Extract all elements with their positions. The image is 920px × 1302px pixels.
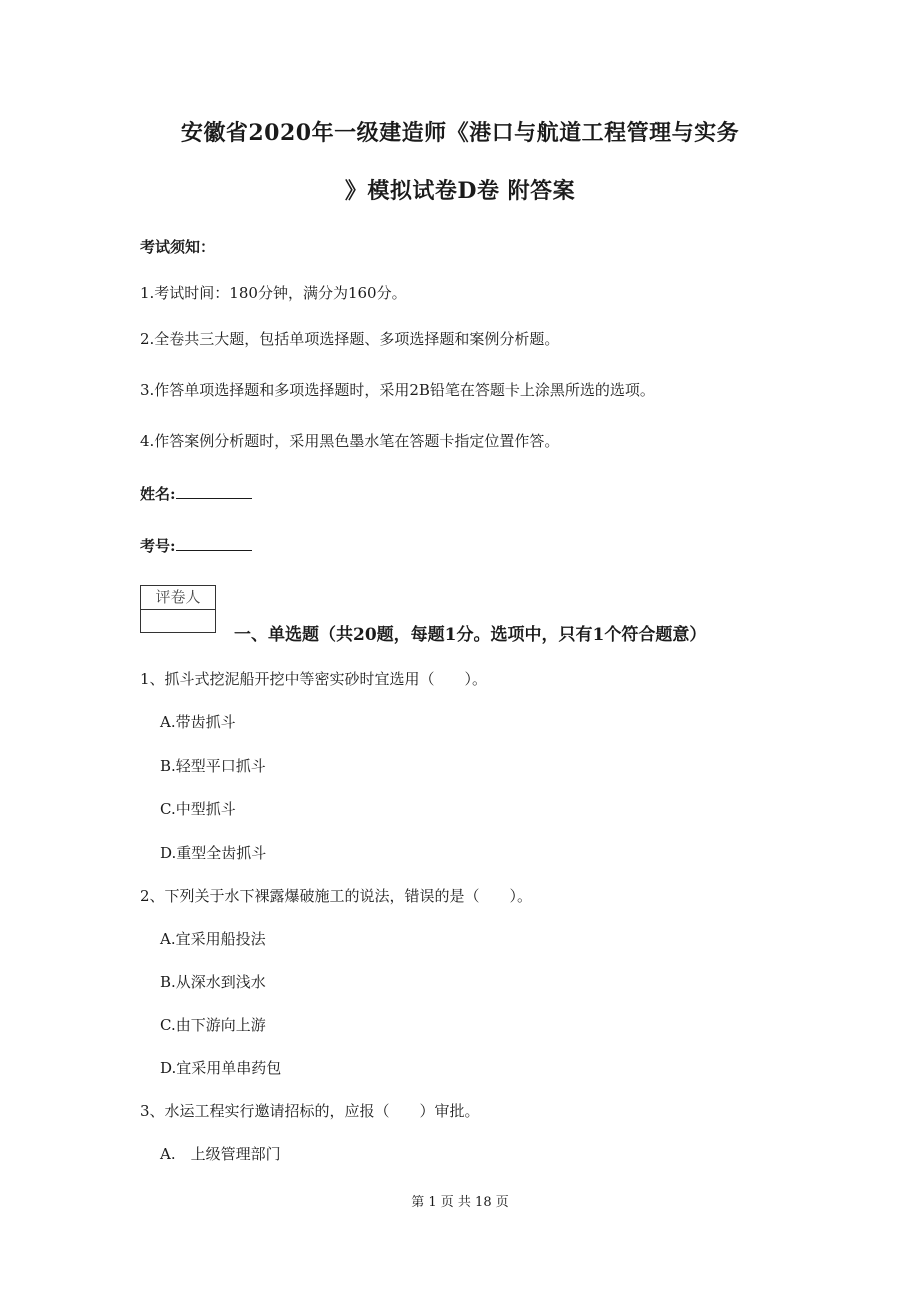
name-field [140, 483, 252, 504]
name-label: 姓名: [140, 485, 176, 503]
question-2-option-d: D.宜采用单串药包 [160, 1059, 282, 1077]
notice-item-4: 4.作答案例分析题时，采用黑色墨水笔在答题卡指定位置作答。 [140, 432, 560, 450]
question-2-option-a: A.宜采用船投法 [160, 930, 266, 948]
question-1-option-b: B.轻型平口抓斗 [160, 757, 266, 775]
exam-number-label: 考号: [140, 537, 176, 555]
document-title-line-1: 安徽省2020年一级建造师《港口与航道工程管理与实务 [180, 120, 740, 146]
exam-number-blank [176, 536, 252, 551]
question-2-stem: 2、下列关于水下裸露爆破施工的说法，错误的是（ ）。 [140, 887, 533, 905]
page-footer: 第 1 页 共 18 页 [411, 1195, 509, 1210]
question-1-option-c: C.中型抓斗 [160, 800, 236, 818]
section-title: 一、单选题（共20题，每题1分。选项中，只有1个符合题意） [234, 625, 707, 645]
question-2-option-c: C.由下游向上游 [160, 1016, 266, 1034]
question-3-option-a: A. 上级管理部门 [160, 1145, 281, 1163]
notice-item-1: 1.考试时间：180分钟，满分为160分。 [140, 284, 407, 302]
question-3-stem: 3、水运工程实行邀请招标的，应报（ ）审批。 [140, 1102, 480, 1120]
exam-number-field [140, 535, 252, 556]
name-blank [176, 484, 252, 499]
notice-item-2: 2.全卷共三大题，包括单项选择题、多项选择题和案例分析题。 [140, 330, 560, 348]
question-1-option-a: A.带齿抓斗 [160, 713, 236, 731]
document-title-line-2: 》模拟试卷D卷 附答案 [344, 178, 576, 204]
question-1-option-d: D.重型全齿抓斗 [160, 844, 267, 862]
grader-label: 评卷人 [141, 586, 215, 610]
notice-heading: 考试须知： [140, 238, 216, 256]
question-1-stem: 1、抓斗式挖泥船开挖中等密实砂时宜选用（ ）。 [140, 670, 488, 688]
grader-box [140, 585, 216, 633]
notice-item-3: 3.作答单项选择题和多项选择题时，采用2B铅笔在答题卡上涂黑所选的选项。 [140, 381, 655, 399]
question-2-option-b: B.从深水到浅水 [160, 973, 266, 991]
